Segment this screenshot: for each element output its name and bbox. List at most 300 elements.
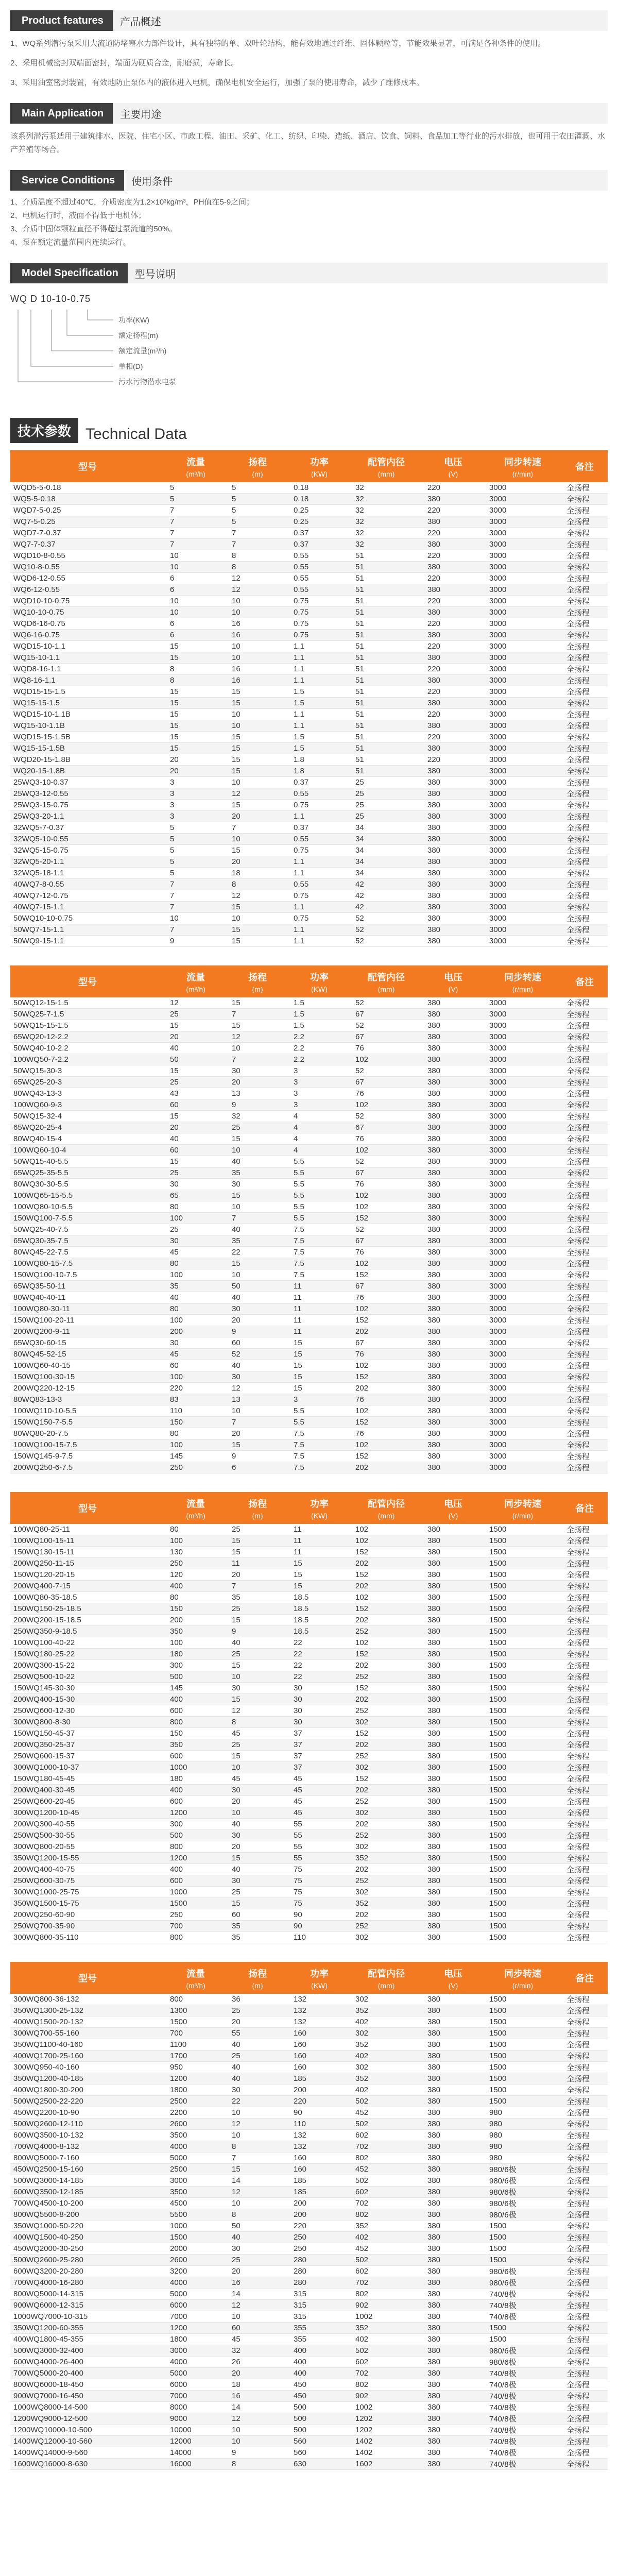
- table-cell: 500WQ3000-14-185: [10, 2175, 165, 2187]
- table-cell: 250: [165, 1462, 227, 1473]
- conditions-title-cn: 使用条件: [131, 176, 173, 188]
- table-cell: 12: [227, 2119, 288, 2130]
- table-cell: 380: [422, 2300, 484, 2311]
- table-cell: WQ7-5-0.25: [10, 516, 165, 528]
- table-cell: 7.5: [288, 1269, 350, 1281]
- table-cell: 40WQ7-12-0.75: [10, 890, 165, 902]
- table-cell: 全扬程: [561, 1875, 608, 1887]
- table-cell: 7: [165, 879, 227, 890]
- table-cell: 602: [350, 2187, 422, 2198]
- table-cell: 3000: [484, 516, 561, 528]
- table-cell: 352: [350, 1853, 422, 1864]
- table-cell: 15: [165, 743, 227, 754]
- table-cell: 400WQ1500-20-132: [10, 2016, 165, 2028]
- table-cell: 280: [288, 2266, 350, 2277]
- table-cell: 全扬程: [561, 1020, 608, 1031]
- table-cell: 3: [288, 1099, 350, 1111]
- table-row: [10, 2005, 608, 2016]
- table-cell: 202: [350, 1581, 422, 1592]
- table-cell: 900WQ6000-12-315: [10, 2300, 165, 2311]
- table-cell: 67: [350, 1281, 422, 1292]
- table-cell: 32WQ5-18-1.1: [10, 868, 165, 879]
- table-cell: 1500: [484, 1581, 561, 1592]
- table-cell: 7.5: [288, 1224, 350, 1235]
- table-cell: 740/8极: [484, 2413, 561, 2425]
- table-cell: 352: [350, 2073, 422, 2084]
- table-cell: 1.1: [288, 811, 350, 822]
- table-row: [10, 550, 608, 562]
- table-cell: 980/6极: [484, 2175, 561, 2187]
- column-header: [10, 450, 165, 482]
- table-cell: 380: [422, 2436, 484, 2447]
- table-cell: 1500: [484, 1887, 561, 1898]
- table-cell: 3000: [484, 1303, 561, 1315]
- table-cell: 1500: [484, 1637, 561, 1649]
- table-cell: 380: [422, 868, 484, 879]
- table-cell: 380: [422, 1524, 484, 1535]
- table-cell: 1.5: [288, 698, 350, 709]
- table-cell: 3000: [484, 777, 561, 788]
- table-cell: 40: [227, 1637, 288, 1649]
- table-cell: 10: [165, 596, 227, 607]
- table-cell: 10: [227, 607, 288, 618]
- table-cell: 602: [350, 2357, 422, 2368]
- table-row: [10, 800, 608, 811]
- column-header: [561, 1962, 608, 1994]
- table-cell: 1500: [484, 1660, 561, 1671]
- table-cell: WQD7-7-0.37: [10, 528, 165, 539]
- table-cell: 40: [165, 1292, 227, 1303]
- table-cell: 502: [350, 2175, 422, 2187]
- application-header: [10, 103, 608, 124]
- table-row: [10, 2255, 608, 2266]
- table-cell: 380: [422, 1360, 484, 1371]
- table-row: [10, 2368, 608, 2379]
- table-cell: 380: [422, 2413, 484, 2425]
- table-row: [10, 2277, 608, 2289]
- table-cell: 500: [165, 1671, 227, 1683]
- table-cell: 15: [288, 1581, 350, 1592]
- table-cell: 630: [288, 2459, 350, 2470]
- table-cell: 700WQ5000-20-400: [10, 2368, 165, 2379]
- table-row: [10, 1592, 608, 1603]
- table-cell: 102: [350, 1360, 422, 1371]
- table-cell: 7: [227, 2153, 288, 2164]
- table-cell: 132: [288, 1994, 350, 2005]
- table-cell: 0.18: [288, 494, 350, 505]
- table-cell: 380: [422, 924, 484, 936]
- column-header-unit: (V): [448, 1511, 458, 1520]
- table-row: [10, 2039, 608, 2050]
- table-cell: 380: [422, 1099, 484, 1111]
- table-cell: 50WQ15-15-1.5: [10, 1020, 165, 1031]
- table-cell: 全扬程: [561, 754, 608, 766]
- table-cell: 380: [422, 1603, 484, 1615]
- table-cell: WQD20-15-1.8B: [10, 754, 165, 766]
- table-cell: 11: [288, 1547, 350, 1558]
- table-cell: 10: [227, 641, 288, 652]
- table-cell: 15: [288, 1349, 350, 1360]
- table-cell: 全扬程: [561, 1671, 608, 1683]
- table-cell: 1500: [484, 1547, 561, 1558]
- column-header: [422, 1962, 484, 1994]
- table-row: [10, 1145, 608, 1156]
- table-cell: 50WQ7-15-1.1: [10, 924, 165, 936]
- table-cell: 9: [227, 1626, 288, 1637]
- table-cell: 200WQ300-15-22: [10, 1660, 165, 1671]
- table-cell: 380: [422, 1807, 484, 1819]
- table-cell: 380: [422, 698, 484, 709]
- table-cell: 220: [288, 2096, 350, 2107]
- table-cell: 45: [288, 1785, 350, 1796]
- table-cell: 102: [350, 1637, 422, 1649]
- table-row: [10, 1371, 608, 1383]
- table-cell: 150WQ100-20-11: [10, 1315, 165, 1326]
- table-cell: 40: [227, 2039, 288, 2050]
- table-cell: 51: [350, 607, 422, 618]
- table-cell: 1500: [484, 1898, 561, 1909]
- table-cell: 全扬程: [561, 1785, 608, 1796]
- table-row: [10, 1394, 608, 1405]
- table-cell: 1200: [165, 1853, 227, 1864]
- table-cell: 380: [422, 2289, 484, 2300]
- table-cell: 全扬程: [561, 2073, 608, 2084]
- table-cell: 350WQ1300-25-132: [10, 2005, 165, 2016]
- table-cell: 220: [288, 2221, 350, 2232]
- table-cell: 全扬程: [561, 2130, 608, 2141]
- table-cell: 800: [165, 1841, 227, 1853]
- table-cell: 全扬程: [561, 845, 608, 856]
- table-cell: 65: [165, 1190, 227, 1201]
- table-cell: 150WQ100-7-5.5: [10, 1213, 165, 1224]
- table-cell: 40: [227, 1292, 288, 1303]
- column-header-unit: (KW): [311, 985, 328, 993]
- table-row: [10, 1077, 608, 1088]
- table-cell: 200WQ400-15-30: [10, 1694, 165, 1705]
- table-cell: 3000: [484, 584, 561, 596]
- table-cell: 315: [288, 2300, 350, 2311]
- table-cell: 67: [350, 1167, 422, 1179]
- table-cell: 3000: [484, 664, 561, 675]
- table-cell: 全扬程: [561, 516, 608, 528]
- table-cell: 380: [422, 562, 484, 573]
- column-header-label: 扬程: [248, 1968, 267, 1979]
- table-cell: 52: [350, 1111, 422, 1122]
- table-cell: 1500: [484, 1751, 561, 1762]
- table-cell: 800WQ5000-7-160: [10, 2153, 165, 2164]
- table-cell: 980/6极: [484, 2345, 561, 2357]
- table-row: [10, 2459, 608, 2470]
- table-cell: 300WQ950-40-160: [10, 2062, 165, 2073]
- table-cell: 220: [422, 686, 484, 698]
- table-cell: 400: [165, 1785, 227, 1796]
- table-cell: 3000: [484, 1337, 561, 1349]
- table-cell: 700: [165, 1921, 227, 1932]
- table-cell: 380: [422, 1235, 484, 1247]
- table-cell: 1500: [484, 2039, 561, 2050]
- table-cell: 全扬程: [561, 1898, 608, 1909]
- table-cell: 15: [227, 924, 288, 936]
- table-cell: 16: [227, 618, 288, 630]
- table-row: [10, 1671, 608, 1683]
- column-header-unit: (m³/h): [186, 1981, 205, 1990]
- table-cell: 10: [227, 1145, 288, 1156]
- table-cell: 702: [350, 2368, 422, 2379]
- table-cell: 2.2: [288, 1031, 350, 1043]
- table-cell: 11: [288, 1303, 350, 1315]
- table-cell: 65WQ25-20-3: [10, 1077, 165, 1088]
- table-cell: 380: [422, 845, 484, 856]
- table-cell: 100: [165, 1439, 227, 1451]
- table-cell: 980/6极: [484, 2266, 561, 2277]
- table-cell: 100: [165, 1637, 227, 1649]
- table-cell: 22: [288, 1660, 350, 1671]
- table-cell: 2600: [165, 2119, 227, 2130]
- table-cell: 20: [165, 766, 227, 777]
- table-cell: 40: [227, 2232, 288, 2243]
- column-header: [10, 1492, 165, 1524]
- table-cell: 380: [422, 1637, 484, 1649]
- table-cell: 8: [227, 2209, 288, 2221]
- table-cell: 200: [288, 2198, 350, 2209]
- table-row: [10, 1819, 608, 1830]
- table-cell: 26: [227, 2357, 288, 2368]
- conditions-title-en: Service Conditions: [12, 170, 124, 191]
- table-cell: 45: [227, 1773, 288, 1785]
- table-row: [10, 1796, 608, 1807]
- table-cell: WQD5-5-0.18: [10, 482, 165, 494]
- table-cell: 380: [422, 1547, 484, 1558]
- table-cell: 380: [422, 2164, 484, 2175]
- table-cell: 36: [227, 1994, 288, 2005]
- table-cell: 76: [350, 1292, 422, 1303]
- table-cell: 355: [288, 2334, 350, 2345]
- table-cell: 7: [165, 924, 227, 936]
- table-cell: 全扬程: [561, 2175, 608, 2187]
- table-cell: 7.5: [288, 1235, 350, 1247]
- table-cell: 3000: [484, 1099, 561, 1111]
- table-cell: 0.55: [288, 584, 350, 596]
- table-cell: 1500: [484, 1932, 561, 1943]
- table-row: [10, 1994, 608, 2005]
- table-row: [10, 777, 608, 788]
- table-cell: 2500: [165, 2096, 227, 2107]
- table-cell: 3000: [484, 1326, 561, 1337]
- table-cell: 6000: [165, 2379, 227, 2391]
- table-cell: 3000: [484, 686, 561, 698]
- table-cell: 200WQ200-9-11: [10, 1326, 165, 1337]
- table-cell: 全扬程: [561, 1864, 608, 1875]
- table-cell: 全扬程: [561, 1637, 608, 1649]
- conditions-header: [10, 170, 608, 191]
- table-cell: 250: [165, 1558, 227, 1569]
- table-cell: 250WQ500-30-55: [10, 1830, 165, 1841]
- table-cell: 3000: [484, 1394, 561, 1405]
- table-cell: 全扬程: [561, 1887, 608, 1898]
- table-cell: 60: [227, 2323, 288, 2334]
- table-cell: 52: [227, 1349, 288, 1360]
- column-header-label: 电压: [444, 456, 462, 467]
- table-cell: 全扬程: [561, 1694, 608, 1705]
- table-cell: 380: [422, 1683, 484, 1694]
- table-cell: 全扬程: [561, 1717, 608, 1728]
- table-cell: 150WQ180-45-45: [10, 1773, 165, 1785]
- table-cell: 740/8极: [484, 2368, 561, 2379]
- table-cell: 180: [165, 1773, 227, 1785]
- table-cell: 250WQ600-12-30: [10, 1705, 165, 1717]
- table-cell: 75: [288, 1887, 350, 1898]
- table-cell: 220: [422, 754, 484, 766]
- column-header-label: 流量: [186, 1498, 205, 1509]
- table-cell: 3000: [484, 550, 561, 562]
- table-cell: 1.1: [288, 641, 350, 652]
- table-row: [10, 1111, 608, 1122]
- table-cell: 3000: [484, 1224, 561, 1235]
- table-cell: 380: [422, 766, 484, 777]
- table-cell: 80: [165, 1524, 227, 1535]
- table-row: [10, 1031, 608, 1043]
- table-cell: 380: [422, 1190, 484, 1201]
- table-cell: 80: [165, 1592, 227, 1603]
- model-diagram-lines: [10, 309, 216, 406]
- table-cell: 全扬程: [561, 2243, 608, 2255]
- table-cell: 1500: [484, 1603, 561, 1615]
- table-cell: 380: [422, 1281, 484, 1292]
- table-cell: 102: [350, 1054, 422, 1065]
- model-label-power: 功率(KW): [118, 316, 149, 324]
- column-header-unit: (m³/h): [186, 1511, 205, 1520]
- table-cell: 全扬程: [561, 1921, 608, 1932]
- table-header-row: [10, 450, 608, 482]
- table-cell: 全扬程: [561, 1043, 608, 1054]
- table-cell: WQ10-8-0.55: [10, 562, 165, 573]
- table-cell: 1500: [484, 1773, 561, 1785]
- table-cell: 3000: [484, 1145, 561, 1156]
- table-cell: 51: [350, 675, 422, 686]
- table-cell: 3000: [484, 1428, 561, 1439]
- table-cell: 7: [227, 1581, 288, 1592]
- table-cell: 1500: [484, 1694, 561, 1705]
- table-cell: 1500: [165, 2232, 227, 2243]
- table-cell: 2.2: [288, 1043, 350, 1054]
- column-header: [484, 450, 561, 482]
- table-cell: 380: [422, 1258, 484, 1269]
- table-cell: 51: [350, 562, 422, 573]
- application-text: 该系列潜污泵适用于建筑排水、医院、住宅小区、市政工程、油田、采矿、化工、纺织、印染、造纸、酒店、饮食、饲料、食品加工等行业的污水排放，也可用于农田灌溉、水产养殖等场合。: [10, 132, 606, 154]
- column-header: [288, 965, 350, 997]
- table-cell: 160: [288, 2039, 350, 2050]
- table-cell: 452: [350, 2107, 422, 2119]
- column-header-unit: (r/min): [512, 469, 534, 478]
- table-cell: 10: [165, 913, 227, 924]
- table-row: [10, 2187, 608, 2198]
- table-cell: 800: [165, 1932, 227, 1943]
- column-header-unit: (V): [448, 469, 458, 478]
- table-cell: 3: [288, 1065, 350, 1077]
- table-cell: 51: [350, 686, 422, 698]
- table-row: [10, 1303, 608, 1315]
- table-cell: 0.55: [288, 788, 350, 800]
- table-row: [10, 1909, 608, 1921]
- table-cell: 380: [422, 856, 484, 868]
- table-cell: 全扬程: [561, 584, 608, 596]
- table-cell: 100WQ80-10-5.5: [10, 1201, 165, 1213]
- table-cell: 全扬程: [561, 2209, 608, 2221]
- table-row: [10, 505, 608, 516]
- table-cell: 52: [350, 997, 422, 1009]
- table-cell: 8: [227, 562, 288, 573]
- table-cell: 7.5: [288, 1247, 350, 1258]
- table-row: [10, 1428, 608, 1439]
- table-cell: 全扬程: [561, 1360, 608, 1371]
- table-row: [10, 766, 608, 777]
- table-cell: 380: [422, 675, 484, 686]
- table-cell: 3000: [484, 1451, 561, 1462]
- table-cell: 10: [227, 2198, 288, 2209]
- table-cell: 0.37: [288, 822, 350, 834]
- table-cell: 52: [350, 924, 422, 936]
- table-row: [10, 562, 608, 573]
- table-cell: 102: [350, 1190, 422, 1201]
- table-cell: 全扬程: [561, 1994, 608, 2005]
- table-cell: 15: [227, 1133, 288, 1145]
- table-cell: 5.5: [288, 1201, 350, 1213]
- table-cell: 3000: [484, 720, 561, 732]
- table-cell: 全扬程: [561, 2221, 608, 2232]
- table-cell: 全扬程: [561, 2232, 608, 2243]
- table-cell: 51: [350, 652, 422, 664]
- table-cell: 3000: [484, 1133, 561, 1145]
- table-cell: 380: [422, 2073, 484, 2084]
- table-cell: 全扬程: [561, 1462, 608, 1473]
- table-cell: 全扬程: [561, 1660, 608, 1671]
- condition-item: 4、泵在额定流量范围内连续运行。: [10, 238, 131, 247]
- table-cell: 352: [350, 2005, 422, 2016]
- table-cell: 250: [165, 1909, 227, 1921]
- table-cell: 352: [350, 2039, 422, 2050]
- column-header-label: 型号: [78, 1973, 97, 1984]
- table-row: [10, 1213, 608, 1224]
- table-cell: 10: [227, 777, 288, 788]
- table-cell: 102: [350, 1535, 422, 1547]
- table-cell: 7: [227, 1417, 288, 1428]
- table-cell: 15: [227, 1439, 288, 1451]
- table-row: [10, 1201, 608, 1213]
- table-cell: 980/6极: [484, 2357, 561, 2368]
- table-cell: 350WQ1500-15-75: [10, 1898, 165, 1909]
- table-cell: 3: [165, 788, 227, 800]
- table-row: [10, 630, 608, 641]
- table-cell: 100WQ80-35-18.5: [10, 1592, 165, 1603]
- table-cell: 18.5: [288, 1615, 350, 1626]
- table-cell: 150WQ150-45-37: [10, 1728, 165, 1739]
- table-cell: 380: [422, 890, 484, 902]
- table-cell: 11: [288, 1281, 350, 1292]
- table-cell: 5.5: [288, 1190, 350, 1201]
- table-row: [10, 596, 608, 607]
- table-gap: [10, 1943, 608, 1955]
- table-cell: 3000: [484, 822, 561, 834]
- table-cell: 60: [227, 1337, 288, 1349]
- table-cell: 380: [422, 1315, 484, 1326]
- table-cell: 全扬程: [561, 1111, 608, 1122]
- table-cell: 15: [227, 1020, 288, 1031]
- table-cell: 全扬程: [561, 1705, 608, 1717]
- table-cell: 50WQ15-32-4: [10, 1111, 165, 1122]
- table-cell: 25: [227, 1739, 288, 1751]
- table-cell: 502: [350, 2096, 422, 2107]
- table-cell: 6: [165, 573, 227, 584]
